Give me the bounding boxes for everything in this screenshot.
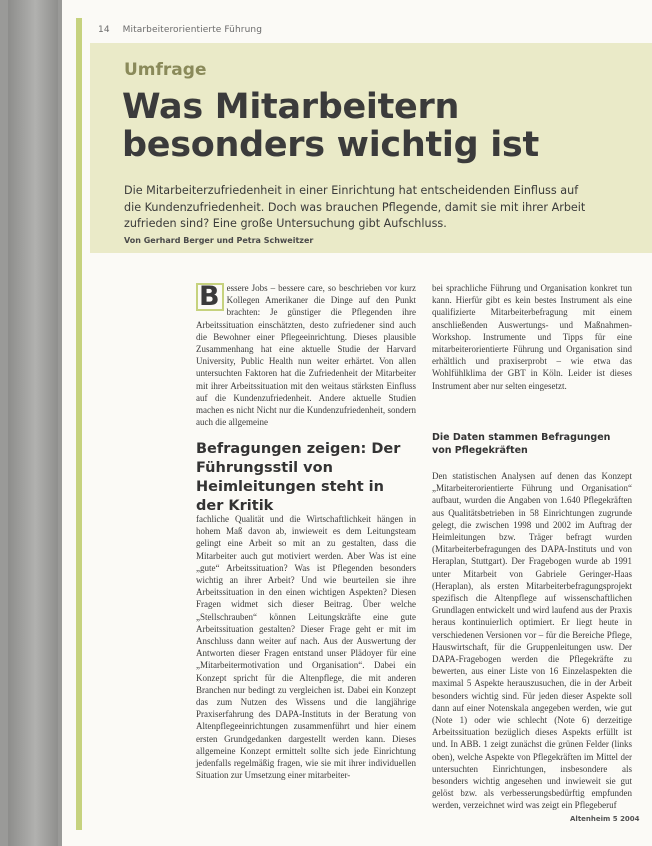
section-label: Mitarbeiterorientierte Führung [122, 25, 263, 35]
footer-brand: Altenheim 5 2004 [570, 815, 640, 823]
accent-bar [76, 18, 82, 830]
body-text: Den statistischen Analysen auf denen das Konzept „Mitarbeiterorientierte Führung und Organisation“ aufbaut, wurden die Angaben von 1.640 Pflegekräften aus Qualitätsbetrieben in 58 Einrichtungen zugrunde gelegt, die zwischen 1998 und 2002 im Auftrag der Heimleitungen bzw. Träger befragt wurden (Mitarbeiterbefragungen des DAPA-Instituts und von Heraplan, Stuttgart). Der Fragebogen wurde ab 1991 unter Mitarbeit von Gabriele Geringer-Haas (Heraplan), als ersten Mitarbeiterbefragungsprojekt spezifisch die Altenpflege auf wissenschaftlichen Grundlagen entwickelt und wird laufend aus der Praxis heraus kontinuierlich optimiert. Er liegt heute in verschiedenen Versionen vor – für die Bereiche Pflege, Hauswirtschaft, für die Gruppenleitungen usw. Der DAPA-Fragebogen werden die Pflegekräfte zu bewerten, aus einer Liste von 16 Einzelaspekten die maximal 5 Aspekte herauszusuchen, die in der Arbeit besonders wichtig sind. Für jeden dieser Aspekte soll dann auf einer Notenskala angegeben werden, wie gut (Note 1) oder wie schlecht (Note 6) derzeitige Arbeitssituation bezüglich dieses Aspekts erfüllt ist und. In ABB. 1 zeigt zunächst die grünen Felder (links oben), welche Aspekte von Pflegekräften im Mittel der untersuchten Einrichtungen, insbesondere als besonders wichtig angesehen und inwieweit sie gut gelöst bzw. als verbesserungsbedürftig empfunden werden, verzeichnet wird was zeigt ein Pflegeberuf [432, 471, 632, 811]
drop-cap: B [196, 283, 224, 311]
column-1-bottom [196, 513, 416, 781]
binding-edge [0, 0, 62, 846]
byline: Von Gerhard Berger und Petra Schweitzer [124, 236, 314, 245]
column-1-top [196, 282, 416, 428]
column-2-top [432, 282, 632, 392]
body-text: bei sprachliche Führung und Organisation konkret tun kann. Hierfür gibt es kein bestes Instrument als eine qualifizierte Mitarbeiterbefragung mit einem anschließenden Auswertungs- und Maßnahmen-Workshop. Instrumente und Tipps für eine mitarbeiterorientierte Führung und Organisation sind erhältlich und praxiserprobt – wie etwa das Wohlfühlklima der GBT in Köln. Leider ist dieses Instrument aber nur selten eingesetzt. [432, 283, 632, 391]
body-text: fachliche Qualität und die Wirtschaftlichkeit hängen in hohem Maß davon ab, inwieweit es dem Leitungsteam gelingt eine Arbeit so mit an zu gestalten, dass die Mitarbeiter auch gut motiviert werden. Aber Was ist eine „gute“ Arbeitssituation? Was ist Pflegenden besonders wichtig an ihrer Arbeit? Und wie beurteilen sie ihre Arbeitssituation in den einen wichtigen Aspekten? Diesen Fragen widmet sich dieser Beitrag. Über welche „Stellschrauben“ können Leitungskräfte eine gute Arbeitssituation gestalten? Dieser Frage geht er mit im Anschluss dann weiter auf nach. Aus der Auswertung der Antworten dieser Fragen entstand unser Plädoyer für eine „Mitarbeitermotivation und Organisation“. Dabei ein Konzept spricht für die Altenpflege, die mit anderen Branchen nur bedingt zu vergleichen ist. Dabei ein Konzept das zum Nutzen des Wissens und die langjährige Praxiserfahrung des DAPA-Instituts in der Beratung von Altenpflegeeinrichtungen zusammenführt und hier einem ersten Grundgedanken dargestellt werden kann. Dieses allgemeine Konzept ermittelt sollte sich jede Einrichtung jedenfalls regelmäßig fragen, wie sie mit ihrer individuellen Situation zur Umsetzung einer mitarbeiter- [196, 514, 416, 781]
subheading: Befragungen zeigen: Der Führungsstil von Heimleitungen steht in der Kritik [196, 441, 401, 514]
body-text: essere Jobs – bessere care, so beschrieben vor kurz Kollegen Amerikaner die Dinge auf den Punkt brachten: Je günstiger die Pflegenden ihre Arbeitssituation einschätzten, desto zufriedener sind auch die Bewohner einer Pflegeeinrichtung. Dieses plausible Zusammenhang hat eine aktuelle Studie der Harvard University, Public Health nun weiter erhärtet. Von allen untersuchten Faktoren hat die Zufriedenheit der Mitarbeiter mit ihrer Arbeitssituation mit den weitaus stärksten Einfluss auf die Kundenzufriedenheit. Andere aktuelle Studien machen es nicht Nicht nur die Kundenzufriedenheit, sondern auch die allgemeine [196, 283, 416, 428]
article-title: Was Mitarbeitern besonders wichtig ist [122, 87, 539, 165]
kicker: Umfrage [124, 60, 207, 80]
page-number: 14 [98, 25, 110, 35]
subheading-2: Die Daten stammen Befragungen von Pflegekräften [432, 432, 611, 456]
column-2-bottom [432, 470, 632, 812]
running-header [98, 25, 262, 35]
lead-paragraph: Die Mitarbeiterzufriedenheit in einer Einrichtung hat entscheidenden Einfluss auf die Kundenzufriedenheit. Doch was brauchen Pflegende, damit sie mit ihrer Arbeit zufrieden sind? Eine große Untersuchung gibt Aufschluss. [124, 184, 586, 230]
